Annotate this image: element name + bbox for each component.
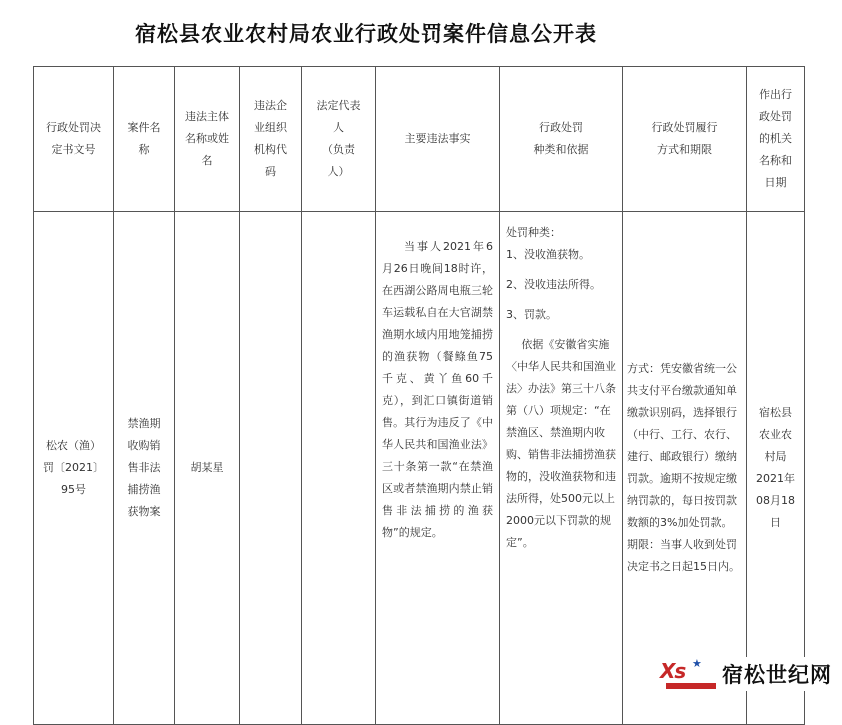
cell-perform xyxy=(623,212,747,725)
kind-item: 2、没收违法所得。 xyxy=(506,278,601,291)
header-perform: 行政处罚履行 方式和期限 xyxy=(623,67,747,212)
cell-subject: 胡某星 xyxy=(175,212,240,725)
kind-item: 3、罚款。 xyxy=(506,308,557,321)
kind-title: 处罚种类： xyxy=(506,226,561,239)
header-doc-no: 行政处罚决 定书文号 xyxy=(34,67,114,212)
header-org-code: 违法企 业组织 机构代 码 xyxy=(240,67,302,212)
cell-case-name: 禁渔期 收购销 售非法 捕捞渔 获物案 xyxy=(114,212,175,725)
header-facts: 主要违法事实 xyxy=(376,67,500,212)
facts-text: 当事人2021年6月26日晚间18时许，在西湖公路周电瓶三轮车运载私自在大官湖禁渔期水域内用地笼捕捞的渔获物（餐鲦鱼75千克、黄丫鱼60千克），到汇口镇街道销售。其行为违反了《中华人民共和国渔业法》三十条第一款“在禁渔区或者禁渔期内禁止销售非法捕捞的渔获物”的规定。 xyxy=(382,240,493,539)
header-kind-basis: 行政处罚 种类和依据 xyxy=(500,67,623,212)
basis-text: 依据《安徽省实施〈中华人民共和国渔业法〉办法》第三十八条第（八）项规定：“在禁渔区、禁渔期内收购、销售非法捕捞渔获物的，没收渔获物和违法所得，处500元以上2000元以下罚款的规定”。 xyxy=(506,338,616,549)
table-row xyxy=(34,212,805,725)
page-title: 宿松县农业农村局农业行政处罚案件信息公开表 xyxy=(135,21,597,46)
penalty-info-table xyxy=(33,66,805,725)
cell-org-date: 宿松县 农业农 村局 2021年 08月18 日 xyxy=(747,212,805,725)
table-header-row xyxy=(34,67,805,212)
cell-org-code xyxy=(240,212,302,725)
perform-method: 方式：凭安徽省统一公共支付平台缴款通知单缴款识别码，选择银行（中行、工行、农行、建行、邮政银行）缴纳罚款。逾期不按规定缴纳罚款的，每日按罚款数额的3%加处罚款。 xyxy=(627,362,737,529)
header-case-name: 案件名 称 xyxy=(114,67,175,212)
kind-item: 1、没收渔获物。 xyxy=(506,248,590,261)
site-logo-icon: Xs ★ xyxy=(660,659,718,689)
header-subject: 违法主体 名称或姓 名 xyxy=(175,67,240,212)
watermark-text: 宿松世纪网 xyxy=(722,663,832,687)
cell-legal-rep xyxy=(302,212,376,725)
site-watermark xyxy=(656,657,836,691)
cell-doc-no: 松农（渔） 罚〔2021〕 95号 xyxy=(34,212,114,725)
cell-kind-basis xyxy=(500,212,623,725)
header-org-date: 作出行 政处罚 的机关 名称和 日期 xyxy=(747,67,805,212)
header-legal-rep: 法定代表 人 （负责 人） xyxy=(302,67,376,212)
cell-facts xyxy=(376,212,500,725)
perform-period: 期限：当事人收到处罚决定书之日起15日内。 xyxy=(627,538,740,573)
